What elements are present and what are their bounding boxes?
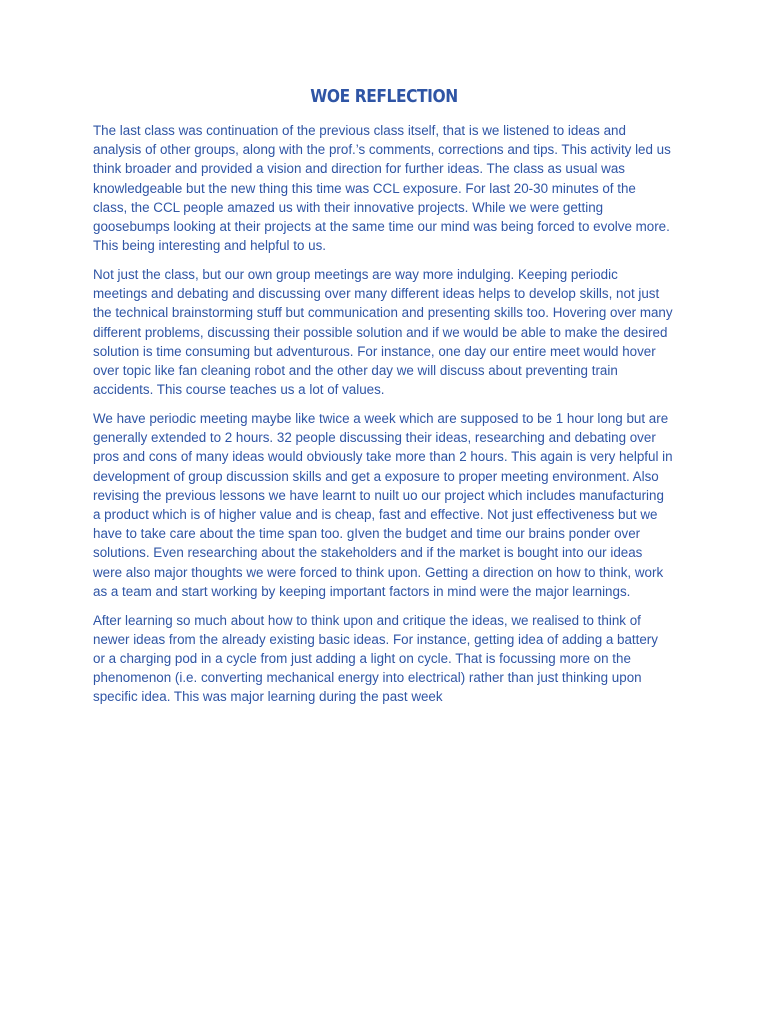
paragraph-1: The last class was continuation of the previous class itself, that is we listened to ideas and analysis of other groups, along with the prof.’s comments, corrections and tips. This activity led us think broader and provided a vision and direction for further ideas. The class as usual was knowledgeable but the new thing this time was CCL exposure. For last 20-30 minutes of the class, the CCL people amazed us with their innovative projects. While we were getting goosebumps looking at their projects at the same time our mind was being forced to evolve more. This being interesting and helpful to us. bbox=[93, 123, 671, 254]
document-body bbox=[93, 121, 673, 716]
paragraph-3: We have periodic meeting maybe like twice a week which are supposed to be 1 hour long but are generally extended to 2 hours. 32 people discussing their ideas, researching and debating over pros and cons of many ideas would obviously take more than 2 hours. This again is very helpful in development of group discussion skills and get a exposure to proper meeting environment. Also revising the previous lessons we have learnt to nuilt uo our project which includes manufacturing a product which is of higher value and is cheap, fast and effective. Not just effectiveness but we have to take care about the time span too. gIven the budget and time our brains ponder over solutions. Even researching about the stakeholders and if the market is bought into our ideas were also major thoughts we were forced to think upon. Getting a direction on how to think, work as a team and start working by keeping important factors in mind were the major learnings. bbox=[93, 411, 673, 599]
paragraph-4: After learning so much about how to think upon and critique the ideas, we realised to think of newer ideas from the already existing basic ideas. For instance, getting idea of adding a battery or a charging pod in a cycle from just adding a light on cycle. That is focussing more on the phenomenon (i.e. converting mechanical energy into electrical) rather than just thinking upon specific idea. This was major learning during the past week bbox=[93, 612, 658, 705]
document-title: WOE REFLECTION bbox=[310, 86, 458, 107]
paragraph-2: Not just the class, but our own group meetings are way more indulging. Keeping periodic meetings and debating and discussing over many different ideas helps to develop skills, not just the technical brainstorming stuff but communication and presenting skills too. Hovering over many different problems, discussing their possible solution and if we would be able to make the desired solution is time consuming but adventurous. For instance, one day our entire meet would hover over topic like fan cleaning robot and the other day we will discuss about preventing train accidents. This course teaches us a lot of values. bbox=[93, 267, 673, 398]
